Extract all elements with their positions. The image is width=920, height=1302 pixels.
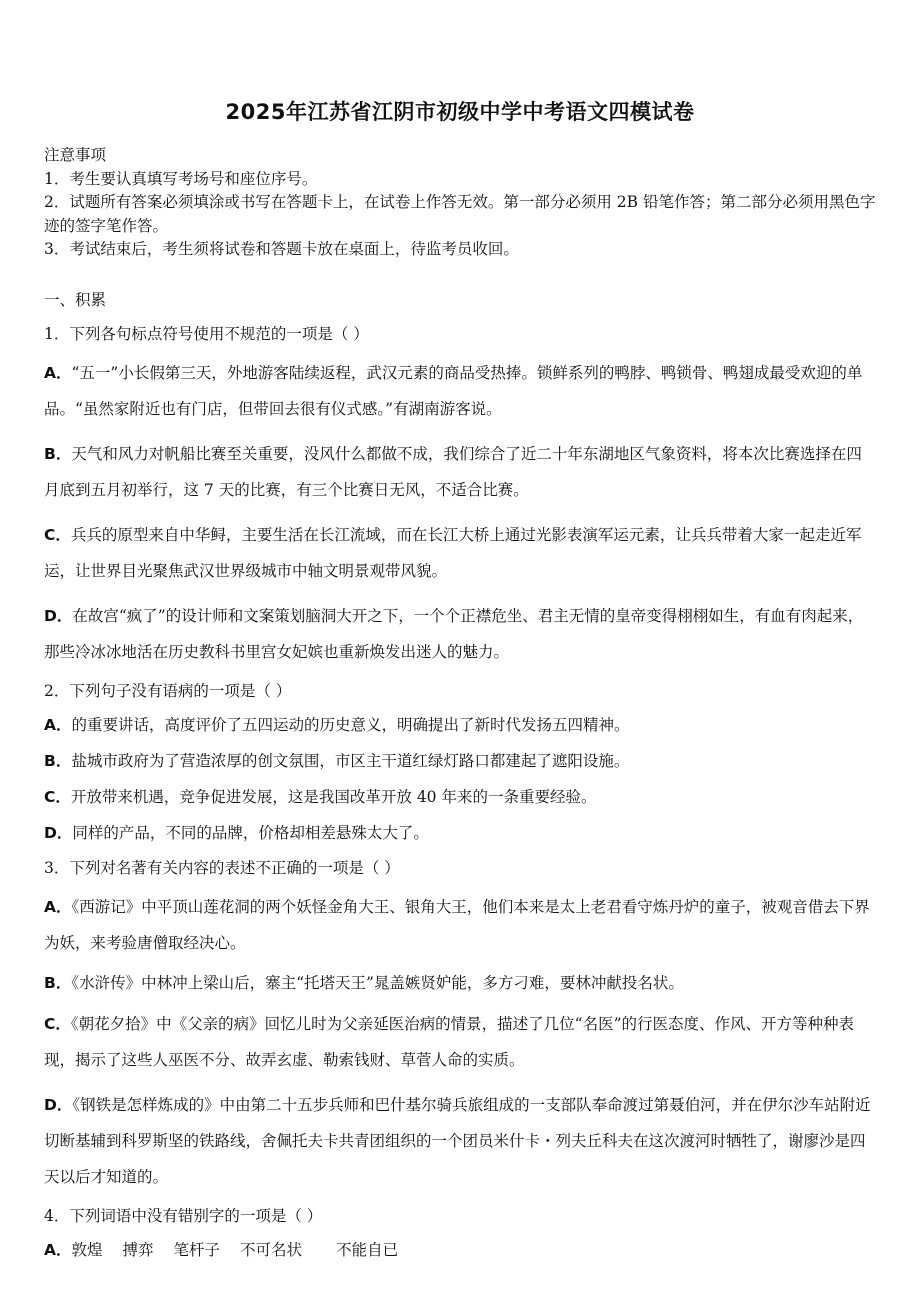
option-word: 笔杆子 [173, 1240, 221, 1259]
option-label: A． [44, 1240, 72, 1259]
question-2-option-a [44, 712, 876, 738]
option-text: 《水浒传》中林冲上梁山后，寨主“托塔天王”晁盖嫉贤妒能，多方刁难，要林冲献投名状。 [71, 973, 684, 992]
option-label: C． [44, 525, 71, 544]
notice-heading: 注意事项 [44, 146, 107, 164]
question-1-stem: 1．下列各句标点符号使用不规范的一项是（ ） [44, 324, 369, 343]
option-label: B． [44, 444, 72, 463]
question-2-option-c [44, 784, 876, 810]
question-1-option-a [44, 355, 876, 427]
option-label: C． [44, 787, 71, 806]
option-label: D． [44, 1095, 73, 1114]
option-word: 敦煌 [71, 1240, 103, 1259]
option-text: 在故宫“疯了”的设计师和文案策划脑洞大开之下，一个个正襟危坐、君主无情的皇帝变得栩栩如生，有血有肉起来，那些冷冰冰地活在历史教科书里宫女妃嫔也重新焕发出迷人的魅力。 [44, 606, 864, 661]
option-text: 天气和风力对帆船比赛至关重要，没风什么都做不成，我们综合了近二十年东湖地区气象资料，将本次比赛选择在四月底到五月初举行，这 7 天的比赛，有三个比赛日无风，不适合比赛。 [44, 444, 862, 499]
option-label: C． [44, 1014, 71, 1033]
section-heading: 一、积累 [44, 290, 107, 309]
page-title: 2025年江苏省江阴市初级中学中考语文四模试卷 [225, 100, 695, 124]
option-word: 搏弈 [122, 1240, 154, 1259]
notice-item: 3．考试结束后，考生须将试卷和答题卡放在桌面上，待监考员收回。 [44, 240, 519, 258]
option-text: “五一”小长假第三天，外地游客陆续返程，武汉元素的商品受热捧。锁鲜系列的鸭脖、鸭锁骨、鸭翅成最受欢迎的单品。“虽然家附近也有门店，但带回去很有仪式感。”有湖南游客说。 [44, 363, 863, 418]
option-label: B． [44, 751, 72, 770]
question-2-option-d [44, 820, 876, 846]
question-3-option-d [44, 1087, 876, 1195]
option-label: D． [44, 823, 73, 842]
question-2-stem: 2．下列句子没有语病的一项是（ ） [44, 681, 292, 700]
question-3-option-b [44, 970, 876, 996]
question-3-option-a [44, 889, 876, 961]
question-4-stem: 4．下列词语中没有错别字的一项是（ ） [44, 1206, 323, 1225]
option-label: B． [44, 973, 72, 992]
question-4-option-a [44, 1237, 876, 1263]
option-text: 《朝花夕拾》中《父亲的病》回忆儿时为父亲延医治病的情景，描述了几位“名医”的行医态度、作风、开方等种种表现，揭示了这些人巫医不分、故弄玄虚、勒索钱财、草菅人命的实质。 [44, 1014, 854, 1069]
option-text: 《钢铁是怎样炼成的》中由第二十五步兵师和巴什基尔骑兵旅组成的一支部队奉命渡过第聂伯河，并在伊尔沙车站附近切断基辅到科罗斯坚的铁路线，舍佩托夫卡共青团组织的一个团员米什卡・列夫丘科夫在这次渡河时牺牲了，谢廖沙是四天以后才知道的。 [44, 1095, 871, 1186]
notice-item: 2．试题所有答案必须填涂或书写在答题卡上，在试卷上作答无效。第一部分必须用 2B 铅笔作答；第二部分必须用黑色字迹的签字笔作答。 [44, 193, 876, 235]
option-label: A． [44, 363, 72, 382]
question-1-option-d [44, 598, 876, 670]
question-1-option-c [44, 517, 876, 589]
option-label: D． [44, 606, 73, 625]
notice-block [44, 144, 876, 262]
question-2-option-b [44, 748, 876, 774]
option-word: 不可名状 [240, 1240, 303, 1259]
option-text: 开放带来机遇，竞争促进发展，这是我国改革开放 40 年来的一条重要经验。 [70, 787, 597, 806]
option-label: A． [44, 715, 72, 734]
question-3-stem: 3．下列对名著有关内容的表述不正确的一项是（ ） [44, 858, 400, 877]
notice-item: 1．考生要认真填写考场号和座位序号。 [44, 169, 318, 188]
option-text: 《西游记》中平顶山莲花洞的两个妖怪金角大王、银角大王，他们本来是太上老君看守炼丹炉的童子，被观音借去下界为妖，来考验唐僧取经决心。 [44, 897, 870, 952]
option-text: 的重要讲话，高度评价了五四运动的历史意义，明确提出了新时代发扬五四精神。 [71, 715, 630, 734]
option-text: 盐城市政府为了营造浓厚的创文氛围，市区主干道红绿灯路口都建起了遮阳设施。 [71, 751, 630, 770]
option-text: 兵兵的原型来自中华鲟，主要生活在长江流域，而在长江大桥上通过光影表演军运元素，让兵兵带着大家一起走近军运，让世界目光聚焦武汉世界级城市中轴文明景观带风貌。 [44, 525, 862, 580]
question-3-option-c [44, 1006, 876, 1078]
question-1-option-b [44, 436, 876, 508]
option-word: 不能自已 [336, 1240, 399, 1259]
option-label: A． [44, 897, 72, 916]
option-text: 同样的产品，不同的品牌，价格却相差悬殊太大了。 [72, 823, 429, 842]
